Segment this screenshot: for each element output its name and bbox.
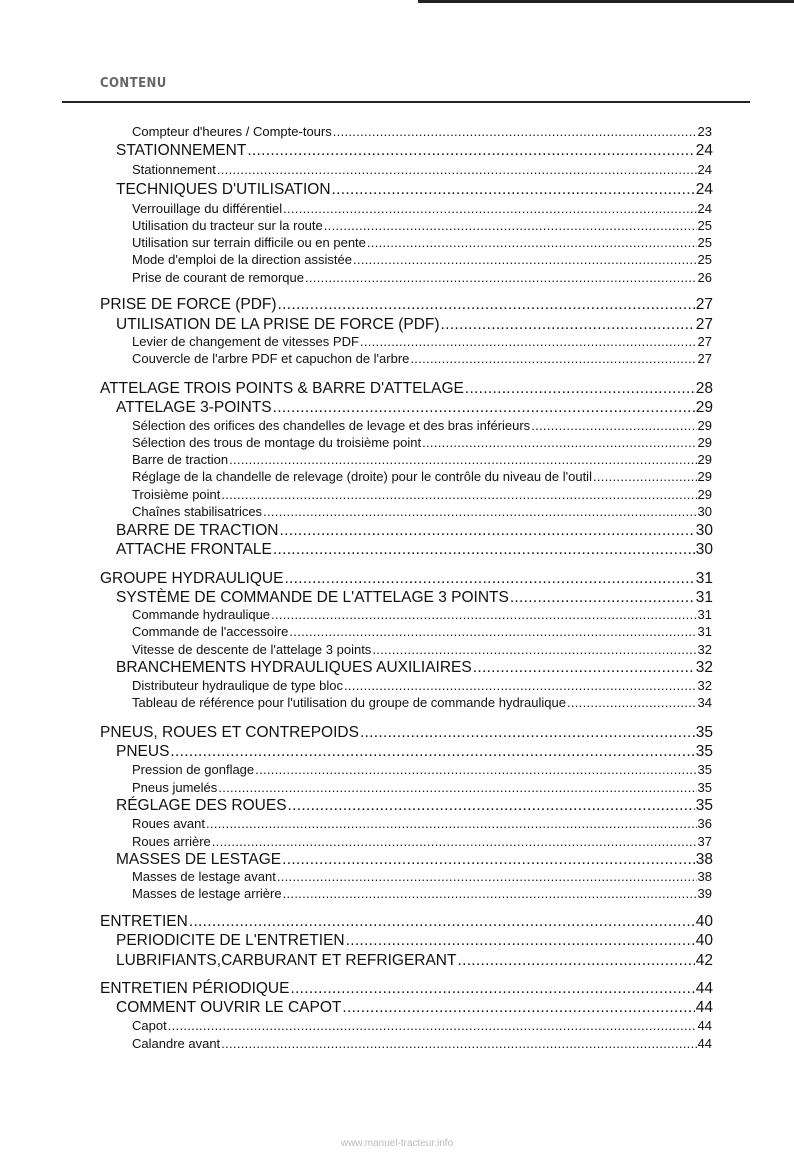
- toc-entry-page: 27: [697, 351, 712, 366]
- dot-leader: [280, 522, 695, 540]
- toc-entry: [132, 607, 712, 622]
- toc-entry: [132, 162, 712, 177]
- dot-leader: [289, 624, 696, 639]
- toc-entry-page: 25: [697, 252, 712, 267]
- dot-leader: [229, 452, 696, 467]
- toc-entry-label: Capot: [132, 1018, 167, 1033]
- toc-entry-page: 31: [697, 624, 712, 639]
- toc-entry-label: LUBRIFIANTS,CARBURANT ET REFRIGERANT: [116, 952, 457, 969]
- dot-leader: [441, 316, 695, 334]
- toc-entry-label: BARRE DE TRACTION: [116, 522, 279, 539]
- toc-entry-label: Pression de gonflage: [132, 762, 255, 777]
- toc-entry-label: Calandre avant: [132, 1036, 221, 1051]
- dot-leader: [255, 762, 696, 777]
- dot-leader: [531, 418, 696, 433]
- toc-entry: [132, 351, 712, 366]
- toc-entry: [100, 570, 713, 588]
- section-title: CONTENU: [100, 76, 167, 91]
- toc-entry: [132, 816, 712, 831]
- toc-entry: [100, 296, 713, 314]
- toc-entry-label: Tableau de référence pour l'utilisation du groupe de commande hydraulique: [132, 695, 566, 710]
- dot-leader: [282, 851, 695, 869]
- toc-entry-label: Verrouillage du différentiel: [132, 201, 283, 216]
- toc-entry-page: 25: [697, 235, 712, 250]
- dot-leader: [273, 399, 695, 417]
- dot-leader: [288, 797, 695, 815]
- toc-entry-label: Couvercle de l'arbre PDF et capuchon de l'arbre: [132, 351, 410, 366]
- toc-entry: [132, 1036, 712, 1051]
- toc-entry-label: BRANCHEMENTS HYDRAULIQUES AUXILIAIRES: [116, 659, 472, 676]
- dot-leader: [221, 487, 696, 502]
- toc-entry-label: MASSES DE LESTAGE: [116, 851, 282, 868]
- dot-leader: [473, 659, 695, 677]
- toc-entry-page: 40: [695, 913, 713, 930]
- toc-entry-label: GROUPE HYDRAULIQUE: [100, 570, 284, 587]
- toc-entry: [132, 642, 712, 657]
- toc-entry-label: Sélection des orifices des chandelles de levage et des bras inférieurs: [132, 418, 531, 433]
- toc-entry-page: 24: [697, 162, 712, 177]
- toc-entry-label: COMMENT OUVRIR LE CAPOT: [116, 999, 342, 1016]
- toc-entry-page: 35: [695, 724, 713, 741]
- toc-entry-label: Utilisation du tracteur sur la route: [132, 218, 323, 233]
- toc-entry-page: 24: [697, 201, 712, 216]
- toc-entry: [132, 235, 712, 250]
- toc-entry: [132, 418, 712, 433]
- toc-entry: [116, 851, 713, 869]
- toc-entry: [132, 124, 712, 139]
- dot-leader: [189, 913, 695, 931]
- toc-entry-label: PNEUS, ROUES ET CONTREPOIDS: [100, 724, 359, 741]
- toc-entry: [116, 952, 713, 970]
- toc-entry: [132, 780, 712, 795]
- dot-leader: [360, 724, 695, 742]
- toc-entry: [132, 504, 712, 519]
- toc-entry: [132, 334, 712, 349]
- dot-leader: [283, 886, 697, 901]
- toc-entry: [132, 218, 712, 233]
- toc-entry-page: 37: [697, 834, 712, 849]
- dot-leader: [410, 351, 696, 366]
- toc-entry-page: 29: [697, 469, 712, 484]
- toc-entry-label: Troisième point: [132, 487, 221, 502]
- toc-entry-page: 31: [695, 589, 713, 606]
- toc-entry-label: TECHNIQUES D'UTILISATION: [116, 181, 331, 198]
- toc-entry-page: 39: [697, 886, 712, 901]
- toc-entry: [132, 252, 712, 267]
- dot-leader: [360, 334, 697, 349]
- toc-entry: [132, 201, 712, 216]
- toc-entry-label: Prise de courant de remorque: [132, 270, 304, 285]
- toc-entry: [132, 1018, 712, 1033]
- toc-entry-label: Mode d'emploi de la direction assistée: [132, 252, 352, 267]
- dot-leader: [277, 869, 697, 884]
- dot-leader: [510, 589, 695, 607]
- toc-entry-label: Vitesse de descente de l'attelage 3 points: [132, 642, 372, 657]
- toc-entry: [132, 678, 712, 693]
- toc-entry-page: 36: [697, 816, 712, 831]
- toc-entry-label: ATTACHE FRONTALE: [116, 541, 272, 558]
- toc-entry: [100, 380, 713, 398]
- toc-entry-page: 29: [697, 452, 712, 467]
- toc-entry-page: 35: [695, 797, 713, 814]
- toc-entry-label: Compteur d'heures / Compte-tours: [132, 124, 332, 139]
- toc-entry-page: 44: [697, 1036, 712, 1051]
- dot-leader: [221, 1036, 696, 1051]
- dot-leader: [271, 607, 697, 622]
- dot-leader: [353, 252, 697, 267]
- toc-entry-page: 30: [695, 541, 713, 558]
- dot-leader: [168, 1018, 697, 1033]
- toc-entry: [116, 399, 713, 417]
- toc-entry: [132, 487, 712, 502]
- dot-leader: [283, 201, 696, 216]
- dot-leader: [324, 218, 697, 233]
- toc-entry-page: 26: [697, 270, 712, 285]
- toc-entry-page: 32: [697, 678, 712, 693]
- dot-leader: [333, 124, 697, 139]
- toc-entry-label: PRISE DE FORCE (PDF): [100, 296, 277, 313]
- toc-entry-label: ENTRETIEN: [100, 913, 188, 930]
- toc-entry-page: 31: [695, 570, 713, 587]
- dot-leader: [332, 181, 695, 199]
- toc-entry-page: 35: [695, 743, 713, 760]
- toc-entry-label: ATTELAGE TROIS POINTS & BARRE D'ATTELAGE: [100, 380, 464, 397]
- toc-entry-label: Distributeur hydraulique de type bloc: [132, 678, 344, 693]
- toc-entry-label: Pneus jumelés: [132, 780, 218, 795]
- toc-entry-page: 27: [697, 334, 712, 349]
- dot-leader: [342, 999, 694, 1017]
- toc-entry: [116, 932, 713, 950]
- toc-entry-page: 30: [697, 504, 712, 519]
- dot-leader: [567, 695, 697, 710]
- dot-leader: [346, 932, 695, 950]
- toc-entry-page: 32: [695, 659, 713, 676]
- toc-entry-label: Stationnement: [132, 162, 216, 177]
- toc-entry-page: 31: [697, 607, 712, 622]
- toc-entry-label: Roues arrière: [132, 834, 211, 849]
- toc-entry: [116, 142, 713, 160]
- toc-entry-page: 29: [697, 418, 712, 433]
- toc-entry-page: 28: [695, 380, 713, 397]
- toc-entry: [116, 797, 713, 815]
- toc-entry: [132, 435, 712, 450]
- toc-entry-page: 32: [697, 642, 712, 657]
- toc-entry-label: SYSTÈME DE COMMANDE DE L'ATTELAGE 3 POINTS: [116, 589, 509, 606]
- toc-entry-page: 40: [695, 932, 713, 949]
- toc-entry-label: Commande hydraulique: [132, 607, 271, 622]
- toc-entry: [132, 886, 712, 901]
- dot-leader: [278, 296, 695, 314]
- toc-entry-page: 23: [697, 124, 712, 139]
- toc-entry: [132, 452, 712, 467]
- dot-leader: [212, 834, 697, 849]
- toc-entry-page: 44: [697, 1018, 712, 1033]
- toc-entry-page: 27: [695, 316, 713, 333]
- toc-entry-label: Réglage de la chandelle de relevage (droite) pour le contrôle du niveau de l'outil: [132, 469, 592, 484]
- toc-entry: [132, 695, 712, 710]
- toc-entry: [116, 743, 713, 761]
- toc-entry-label: PERIODICITE DE L'ENTRETIEN: [116, 932, 345, 949]
- toc-entry-page: 44: [695, 980, 713, 997]
- toc-entry-page: 34: [697, 695, 712, 710]
- toc-entry-label: Barre de traction: [132, 452, 229, 467]
- toc-entry-label: Levier de changement de vitesses PDF: [132, 334, 359, 349]
- toc-entry-label: Chaînes stabilisatrices: [132, 504, 263, 519]
- toc-entry-label: Roues avant: [132, 816, 205, 831]
- toc-entry-page: 30: [695, 522, 713, 539]
- toc-entry-page: 27: [695, 296, 713, 313]
- dot-leader: [170, 743, 694, 761]
- toc-entry: [132, 869, 712, 884]
- toc-entry-page: 29: [697, 435, 712, 450]
- toc-entry: [116, 316, 713, 334]
- toc-entry-label: ATTELAGE 3-POINTS: [116, 399, 272, 416]
- toc-entry-page: 24: [695, 181, 713, 198]
- toc-entry: [116, 541, 713, 559]
- dot-leader: [344, 678, 697, 693]
- toc-entry-page: 29: [697, 487, 712, 502]
- dot-leader: [206, 816, 697, 831]
- dot-leader: [263, 504, 696, 519]
- dot-leader: [367, 235, 697, 250]
- toc-entry-label: RÉGLAGE DES ROUES: [116, 797, 287, 814]
- dot-leader: [465, 380, 695, 398]
- toc-entry-label: Commande de l'accessoire: [132, 624, 289, 639]
- toc-entry: [116, 181, 713, 199]
- toc-entry-page: 24: [695, 142, 713, 159]
- dot-leader: [422, 435, 696, 450]
- toc-entry-label: UTILISATION DE LA PRISE DE FORCE (PDF): [116, 316, 440, 333]
- dot-leader: [247, 142, 694, 160]
- toc-entry-label: ENTRETIEN PÉRIODIQUE: [100, 980, 290, 997]
- toc-entry-page: 42: [695, 952, 713, 969]
- toc-entry: [116, 522, 713, 540]
- toc-entry-page: 29: [695, 399, 713, 416]
- dot-leader: [305, 270, 697, 285]
- toc-entry: [100, 980, 713, 998]
- toc-entry: [100, 724, 713, 742]
- dot-leader: [273, 541, 695, 559]
- dot-leader: [217, 162, 697, 177]
- toc-entry-page: 25: [697, 218, 712, 233]
- dot-leader: [457, 952, 694, 970]
- toc-entry: [132, 469, 712, 484]
- dot-leader: [372, 642, 696, 657]
- toc-entry-label: PNEUS: [116, 743, 170, 760]
- dot-leader: [218, 780, 696, 795]
- toc-entry: [132, 762, 712, 777]
- dot-leader: [284, 570, 694, 588]
- toc-entry-label: Sélection des trous de montage du troisième point: [132, 435, 422, 450]
- toc-entry: [132, 624, 712, 639]
- toc-entry-page: 35: [697, 762, 712, 777]
- toc-entry-label: Masses de lestage avant: [132, 869, 276, 884]
- toc-entry: [116, 999, 713, 1017]
- toc-entry-label: Masses de lestage arrière: [132, 886, 282, 901]
- dot-leader: [290, 980, 694, 998]
- toc-entry: [100, 913, 713, 931]
- toc-entry-label: Utilisation sur terrain difficile ou en pente: [132, 235, 366, 250]
- toc-entry-page: 44: [695, 999, 713, 1016]
- toc-entry: [132, 834, 712, 849]
- toc-entry: [132, 270, 712, 285]
- toc-entry: [116, 589, 713, 607]
- toc-entry-page: 35: [697, 780, 712, 795]
- toc-entry-label: STATIONNEMENT: [116, 142, 247, 159]
- toc-entry-page: 38: [697, 869, 712, 884]
- toc-entry: [116, 659, 713, 677]
- toc-entry-page: 38: [695, 851, 713, 868]
- dot-leader: [593, 469, 697, 484]
- footer-watermark: www.manuel-tracteur.info: [340, 1138, 454, 1149]
